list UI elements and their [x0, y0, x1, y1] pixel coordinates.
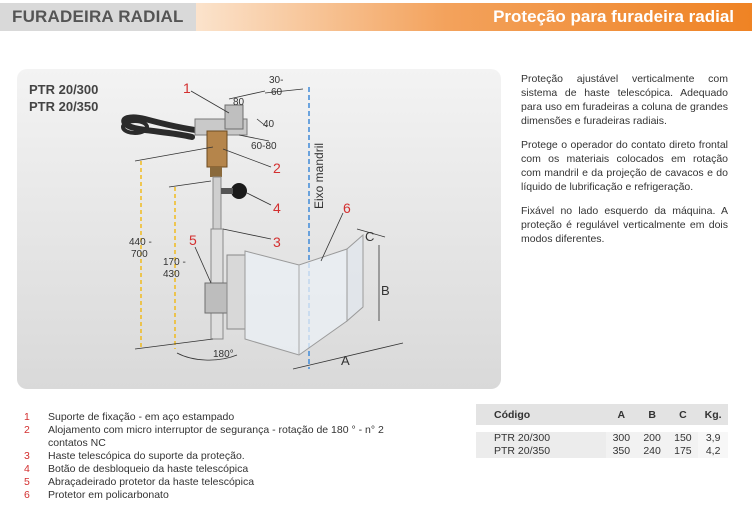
table-cell: 3,9	[698, 432, 728, 445]
dim-30-60: 30-	[269, 75, 284, 86]
bracket-plate	[225, 105, 243, 129]
spec-header-b: B	[637, 404, 668, 425]
dim-B: B	[381, 283, 390, 298]
table-cell: 350	[606, 445, 637, 458]
legend-number: 2	[24, 424, 30, 436]
guard-clamp-plate	[227, 255, 245, 329]
spec-header-code: Código	[476, 404, 606, 425]
callout-6: 6	[343, 200, 351, 216]
parts-legend	[24, 411, 424, 502]
model-name: PTR 20/350	[29, 99, 99, 114]
table-cell: 240	[637, 445, 668, 458]
spec-table	[476, 404, 728, 458]
description-paragraph: Protege o operador do contato direto frontal com os materiais colocados em rotação com mandril e da projeção de cavacos e do líquido de lubrificação e refrigeração.	[521, 139, 728, 193]
extension-line	[135, 339, 213, 349]
dim-60-80: 60-80	[251, 141, 277, 152]
callout-3: 3	[273, 234, 281, 250]
legend-item	[24, 476, 424, 489]
header-left-bar	[0, 3, 196, 31]
dim-40: 40	[263, 119, 275, 130]
dim-80: 80	[233, 97, 245, 108]
dim-30-60: 60	[271, 87, 283, 98]
table-cell: 4,2	[698, 445, 728, 458]
knob-stem	[221, 188, 233, 194]
description-paragraph: Proteção ajustável verticalmente com sistema de haste telescópica. Adequado para uso em furadeiras a coluna de grandes dimensões e furadeiras radiais.	[521, 73, 728, 127]
callout-leader-4	[247, 193, 271, 205]
header-left-title: FURADEIRA RADIAL	[12, 7, 184, 26]
page-header	[0, 0, 752, 34]
table-cell: 150	[668, 432, 699, 445]
dim-A: A	[341, 353, 350, 368]
dim-170-430: 430	[163, 269, 180, 280]
callout-5: 5	[189, 232, 197, 248]
callout-leader-5	[195, 247, 211, 283]
legend-text: Haste telescópica do suporte da proteção.	[48, 450, 245, 462]
callout-4: 4	[273, 200, 281, 216]
legend-item	[24, 450, 424, 463]
legend-item	[24, 424, 424, 450]
header-right-bar	[196, 3, 752, 31]
extension-line	[169, 181, 211, 187]
axis-label: Eixo mandril	[312, 142, 326, 209]
legend-number: 1	[24, 411, 30, 423]
dim-rotation: 180°	[213, 349, 234, 360]
dim-440-700: 440 -	[129, 237, 152, 248]
legend-text: Suporte de fixação - em aço estampado	[48, 411, 235, 423]
table-row	[476, 432, 728, 445]
guard-side	[347, 235, 363, 321]
spec-header-a: A	[606, 404, 637, 425]
product-figure	[17, 69, 501, 389]
legend-text: Abraçadeirado protetor da haste telescópica	[48, 476, 255, 488]
table-cell: 175	[668, 445, 699, 458]
polycarbonate-guard	[245, 249, 347, 355]
callout-leader-3	[223, 229, 271, 239]
legend-number: 6	[24, 489, 30, 501]
spec-header-kg: Kg.	[698, 404, 728, 425]
legend-item	[24, 411, 424, 424]
legend-text: Alojamento com micro interruptor de segurança - rotação de 180 ° - n° 2 contatos NC	[48, 424, 384, 449]
callout-leader-1	[191, 91, 229, 113]
legend-number: 5	[24, 476, 30, 488]
release-knob	[231, 183, 247, 199]
legend-text: Botão de desbloqueio da haste telescópica	[48, 463, 249, 475]
legend-number: 4	[24, 463, 30, 475]
model-name: PTR 20/300	[29, 82, 99, 97]
header-right-title: Proteção para furadeira radial	[493, 7, 734, 26]
rod-clamp	[205, 283, 227, 313]
dim-440-700: 700	[131, 249, 148, 260]
table-cell: PTR 20/300	[476, 432, 606, 445]
dim-C: C	[365, 229, 375, 244]
legend-item	[24, 489, 424, 502]
legend-text: Protetor em policarbonato	[48, 489, 169, 501]
legend-item	[24, 463, 424, 476]
switch-base	[210, 167, 222, 177]
description-paragraph: Fixável no lado esquerdo da máquina. A proteção é regulável verticalmente em dois modos diferentes.	[521, 205, 728, 245]
product-drawing	[17, 69, 501, 389]
spec-header-c: C	[668, 404, 699, 425]
table-row	[476, 445, 728, 458]
product-description	[521, 72, 728, 256]
extension-line	[135, 147, 213, 161]
table-cell: 200	[637, 432, 668, 445]
spec-header-row	[476, 404, 728, 425]
dim-170-430: 170 -	[163, 257, 186, 268]
callout-2: 2	[273, 160, 281, 176]
table-cell: PTR 20/350	[476, 445, 606, 458]
table-cell: 300	[606, 432, 637, 445]
callout-1: 1	[183, 80, 191, 96]
legend-number: 3	[24, 450, 30, 462]
